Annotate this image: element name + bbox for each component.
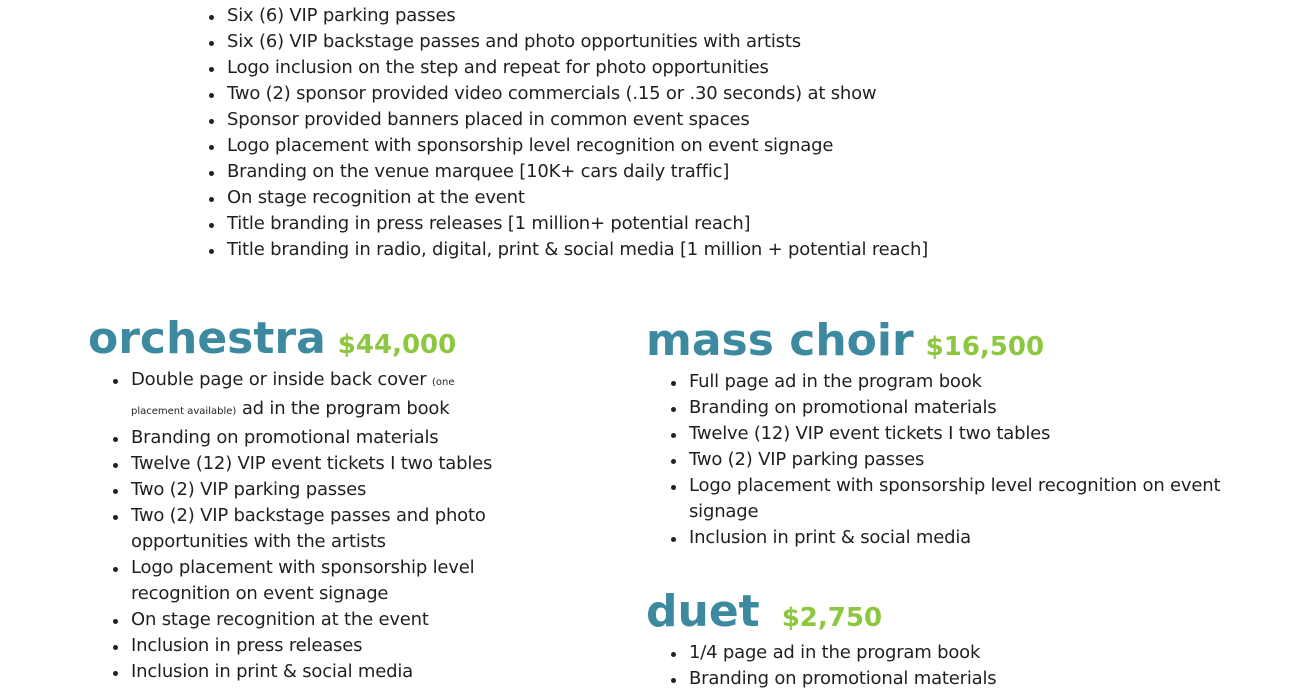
mass-choir-benefits-list	[669, 369, 1220, 551]
list-item: Inclusion in print & social media	[669, 525, 1220, 551]
tier-price: $16,500	[925, 332, 1045, 362]
list-item: Two (2) VIP parking passes	[111, 477, 492, 503]
list-item-continuation: signage	[689, 501, 759, 522]
list-item: Branding on promotional materials	[669, 666, 996, 692]
tier-name: duet	[646, 586, 760, 637]
list-item-continuation: recognition on event signage	[131, 583, 389, 604]
list-item: Logo placement with sponsorship level recognition on event	[669, 473, 1220, 499]
list-item: Sponsor provided banners placed in common event spaces	[207, 107, 928, 133]
orchestra-tier-heading	[88, 313, 492, 367]
list-item: Two (2) VIP parking passes	[669, 447, 1220, 473]
list-item-continuation	[111, 396, 492, 425]
list-item: Branding on promotional materials	[669, 395, 1220, 421]
list-item: Logo inclusion on the step and repeat for photo opportunities	[207, 55, 928, 81]
list-item: Six (6) VIP backstage passes and photo opportunities with artists	[207, 29, 928, 55]
list-item: Title branding in radio, digital, print & social media [1 million + potential reach]	[207, 237, 928, 263]
list-item-continuation: opportunities with the artists	[131, 531, 386, 552]
orchestra-tier-section	[88, 313, 492, 685]
mass-choir-tier-heading	[646, 315, 1220, 369]
tier-name: mass choir	[646, 315, 914, 366]
duet-tier-heading	[646, 586, 996, 640]
item-note: placement available)	[131, 406, 237, 417]
tier-name: orchestra	[88, 313, 326, 364]
list-item	[111, 367, 492, 396]
duet-tier-section	[646, 586, 996, 692]
list-item: Branding on promotional materials	[111, 425, 492, 451]
list-item: Inclusion in press releases	[111, 633, 492, 659]
title-sponsor-benefits-list	[207, 3, 928, 263]
list-item: Twelve (12) VIP event tickets I two tables	[111, 451, 492, 477]
list-item: Branding on the venue marquee [10K+ cars daily traffic]	[207, 159, 928, 185]
list-item: On stage recognition at the event	[207, 185, 928, 211]
list-item: 1/4 page ad in the program book	[669, 640, 996, 666]
list-item: Full page ad in the program book	[669, 369, 1220, 395]
item-text: ad in the program book	[241, 398, 450, 419]
list-item: Logo placement with sponsorship level	[111, 555, 492, 581]
list-item: Two (2) sponsor provided video commercials (.15 or .30 seconds) at show	[207, 81, 928, 107]
list-item: Twelve (12) VIP event tickets I two tables	[669, 421, 1220, 447]
list-item: Inclusion in print & social media	[111, 659, 492, 685]
item-note: (one	[432, 377, 455, 388]
tier-price: $44,000	[337, 330, 457, 360]
item-text: Double page or inside back cover	[131, 369, 427, 390]
mass-choir-tier-section	[646, 315, 1220, 551]
tier-price: $2,750	[781, 603, 883, 633]
orchestra-benefits-list	[111, 367, 492, 685]
list-item: Two (2) VIP backstage passes and photo	[111, 503, 492, 529]
duet-benefits-list	[669, 640, 996, 692]
list-item: Logo placement with sponsorship level recognition on event signage	[207, 133, 928, 159]
list-item: Six (6) VIP parking passes	[207, 3, 928, 29]
list-item: Title branding in press releases [1 million+ potential reach]	[207, 211, 928, 237]
list-item: On stage recognition at the event	[111, 607, 492, 633]
